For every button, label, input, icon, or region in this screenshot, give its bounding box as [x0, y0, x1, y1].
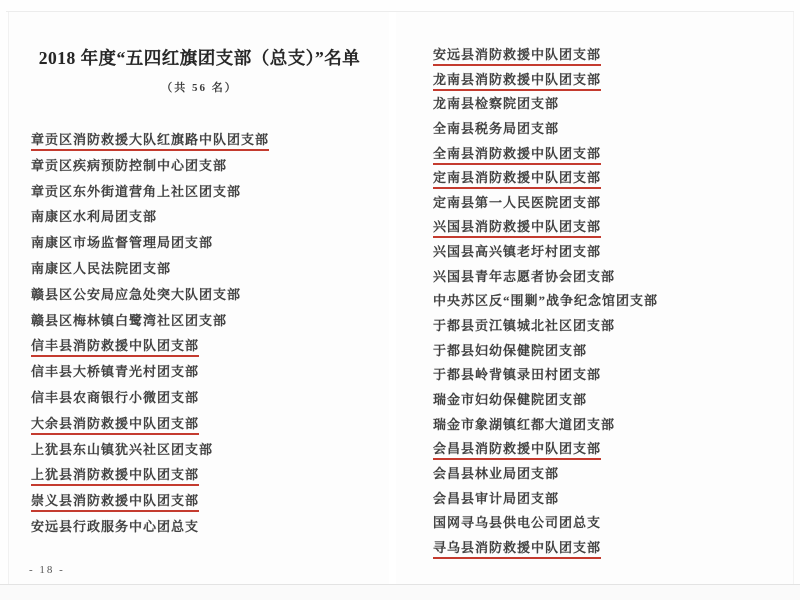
- list-item: [31, 462, 380, 488]
- branch-name: 兴国县消防救援中队团支部: [433, 218, 601, 238]
- list-item: [433, 142, 785, 167]
- list-item: [31, 514, 380, 540]
- branch-name: 崇义县消防救援中队团支部: [31, 492, 199, 512]
- branch-name: 章贡区疾病预防控制中心团支部: [31, 157, 228, 173]
- list-item: [433, 511, 785, 536]
- branch-name: 寻乌县消防救援中队团支部: [433, 539, 601, 559]
- branch-name: 定南县第一人民医院团支部: [433, 194, 602, 210]
- branch-name: 大余县消防救援中队团支部: [31, 415, 199, 435]
- list-item: [31, 256, 380, 282]
- branch-name: 于都县岭背镇录田村团支部: [433, 367, 602, 383]
- list-item: [433, 191, 785, 216]
- branch-name: 会昌县消防救援中队团支部: [433, 440, 601, 460]
- list-item: [433, 215, 785, 240]
- list-item: [31, 437, 380, 463]
- list-item: [433, 437, 785, 462]
- branch-name: 南康区水利局团支部: [31, 209, 158, 225]
- list-item: [433, 462, 785, 487]
- list-item: [433, 388, 785, 413]
- list-item: [433, 265, 785, 290]
- list-item: [31, 153, 380, 179]
- branch-name: 上犹县东山镇犹兴社区团支部: [31, 441, 214, 457]
- list-item: [433, 117, 785, 142]
- branch-name: 会昌县林业局团支部: [433, 465, 560, 481]
- branch-name: 定南县消防救援中队团支部: [433, 169, 601, 189]
- branch-name: 中央苏区反“围剿”战争纪念馆团支部: [433, 293, 659, 309]
- branch-name: 南康区人民法院团支部: [31, 260, 172, 276]
- page-subtitle: （共 56 名）: [161, 82, 238, 94]
- branch-name: 信丰县消防救援中队团支部: [31, 337, 199, 357]
- list-item: [31, 385, 380, 411]
- list-item: [31, 204, 380, 230]
- branch-list-right: [433, 43, 785, 560]
- branch-name: 全南县消防救援中队团支部: [433, 145, 601, 165]
- page-bottom-margin: [0, 585, 800, 600]
- list-item: [31, 488, 380, 514]
- list-item: [433, 339, 785, 364]
- branch-name: 会昌县审计局团支部: [433, 490, 560, 506]
- branch-list-left: [31, 127, 380, 540]
- list-item: [433, 92, 785, 117]
- branch-name: 国网寻乌县供电公司团总支: [433, 515, 602, 531]
- list-item: [31, 308, 380, 334]
- branch-name: 于都县妇幼保健院团支部: [433, 342, 588, 358]
- list-item: [31, 230, 380, 256]
- list-item: [433, 314, 785, 339]
- list-item: [433, 43, 785, 68]
- branch-name: 于都县贡江镇城北社区团支部: [433, 318, 616, 334]
- list-item: [433, 289, 785, 314]
- list-item: [31, 127, 380, 153]
- branch-name: 兴国县青年志愿者协会团支部: [433, 268, 616, 284]
- branch-name: 上犹县消防救援中队团支部: [31, 466, 199, 486]
- branch-name: 信丰县农商银行小微团支部: [31, 389, 200, 405]
- list-item: [433, 536, 785, 561]
- branch-name: 龙南县检察院团支部: [433, 96, 560, 112]
- branch-name: 瑞金市象湖镇红都大道团支部: [433, 416, 616, 432]
- list-item: [433, 68, 785, 93]
- list-item: [31, 179, 380, 205]
- page-number: - 18 -: [29, 564, 65, 576]
- list-item: [433, 363, 785, 388]
- branch-name: 龙南县消防救援中队团支部: [433, 71, 601, 91]
- branch-name: 全南县税务局团支部: [433, 120, 560, 136]
- list-item: [433, 413, 785, 438]
- list-item: [31, 359, 380, 385]
- branch-name: 章贡区消防救援大队红旗路中队团支部: [31, 131, 269, 151]
- right-page: [396, 12, 794, 584]
- list-item: [31, 282, 380, 308]
- list-item: [433, 166, 785, 191]
- list-item: [433, 240, 785, 265]
- left-page: [8, 12, 390, 584]
- branch-name: 信丰县大桥镇青光村团支部: [31, 364, 200, 380]
- branch-name: 章贡区东外街道营角上社区团支部: [31, 183, 242, 199]
- page-title: 2018 年度“五四红旗团支部（总支）”名单: [38, 48, 361, 68]
- branch-name: 南康区市场监督管理局团支部: [31, 235, 214, 251]
- branch-name: 赣县区梅林镇白鹭湾社区团支部: [31, 312, 228, 328]
- branch-name: 安远县行政服务中心团总支: [31, 518, 200, 534]
- page-gap: [389, 12, 396, 584]
- list-item: [433, 487, 785, 512]
- list-item: [31, 411, 380, 437]
- branch-name: 赣县区公安局应急处突大队团支部: [31, 286, 242, 302]
- list-item: [31, 333, 380, 359]
- branch-name: 安远县消防救援中队团支部: [433, 46, 601, 66]
- branch-name: 兴国县高兴镇老圩村团支部: [433, 244, 602, 260]
- branch-name: 瑞金市妇幼保健院团支部: [433, 391, 588, 407]
